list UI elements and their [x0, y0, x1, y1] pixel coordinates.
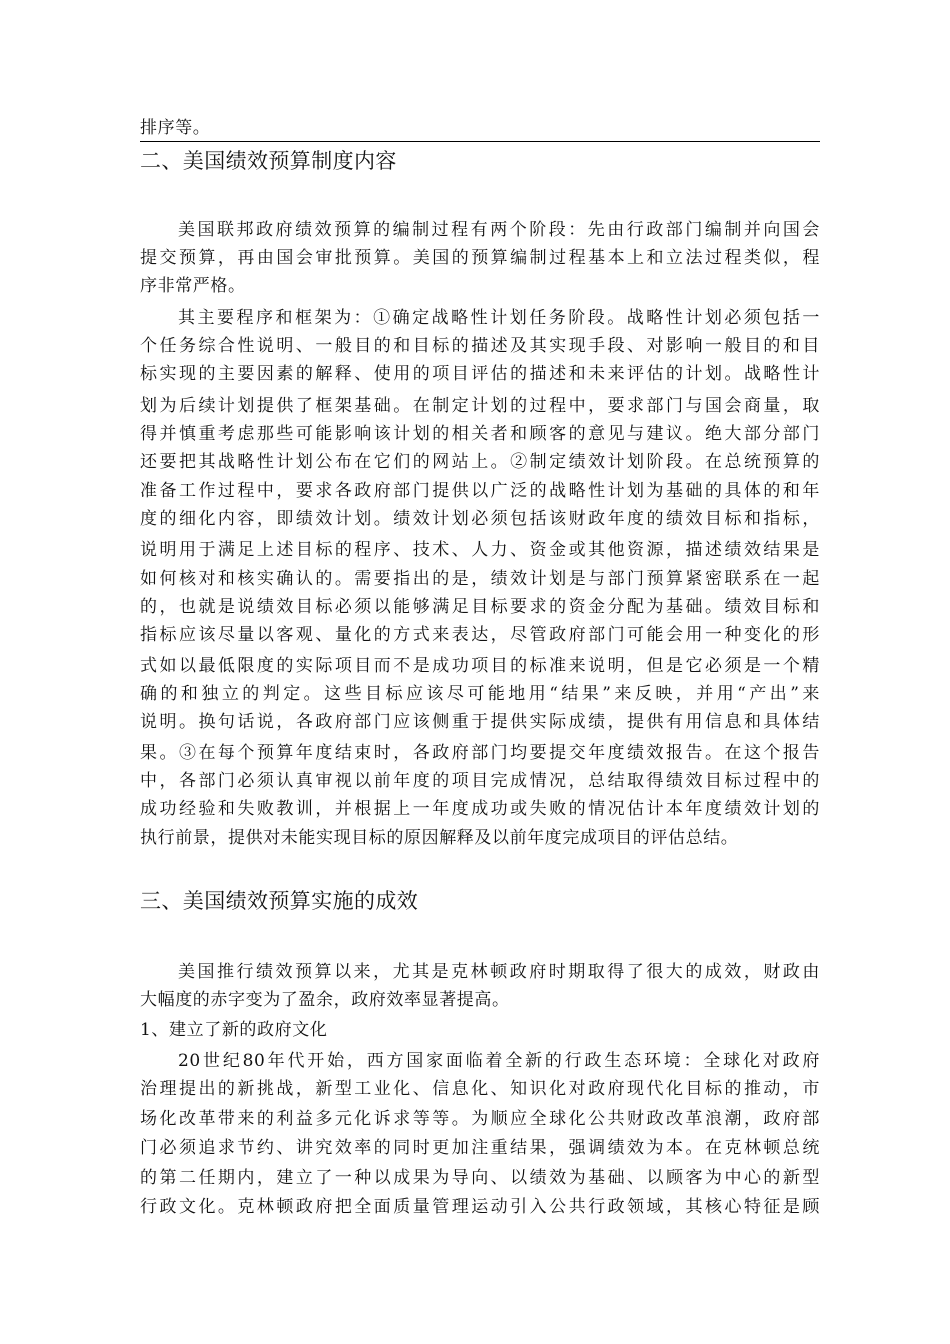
paragraph-line: 的，也就是说绩效目标必须以能够满足目标要求的资金分配为基础。绩效目标和	[140, 597, 820, 617]
paragraph-line: 美国推行绩效预算以来，尤其是克林顿政府时期取得了很大的成效，财政由	[178, 962, 820, 982]
paragraph-line: 划为后续计划提供了框架基础。在制定计划的过程中，要求部门与国会商量，取	[140, 396, 820, 416]
subsection-heading: 1、建立了新的政府文化	[140, 1020, 328, 1040]
paragraph-line: 场化改革带来的利益多元化诉求等等。为顺应全球化公共财政改革浪潮，政府部	[140, 1109, 820, 1129]
paragraph-line: 行政文化。克林顿政府把全面质量管理运动引入公共行政领域，其核心特征是顾	[140, 1197, 820, 1217]
paragraph-line: 治理提出的新挑战，新型工业化、信息化、知识化对政府现代化目标的推动，市	[140, 1079, 820, 1099]
paragraph-line: 大幅度的赤字变为了盈余，政府效率显著提高。	[140, 990, 510, 1010]
paragraph-line: 确的和独立的判定。这些目标应该尽可能地用“结果”来反映，并用“产出”来	[140, 684, 820, 704]
paragraph-line: 中，各部门必须认真审视以前年度的项目完成情况，总结取得绩效目标过程中的	[140, 771, 820, 791]
paragraph-line: 指标应该尽量以客观、量化的方式来表达，尽管政府部门可能会用一种变化的形	[140, 625, 820, 645]
paragraph-line: 执行前景，提供对未能实现目标的原因解释及以前年度完成项目的评估总结。	[140, 828, 739, 848]
top-fragment: 排序等。	[140, 118, 211, 138]
paragraph-line: 说明用于满足上述目标的程序、技术、人力、资金或其他资源，描述绩效结果是	[140, 540, 820, 560]
paragraph-line: 提交预算，再由国会审批预算。美国的预算编制过程基本上和立法过程类似，程	[140, 248, 820, 268]
section-2-heading: 二、美国绩效预算制度内容	[140, 149, 397, 173]
paragraph-line: 门必须追求节约、讲究效率的同时更加注重结果，强调绩效为本。在克林顿总统	[140, 1138, 820, 1158]
paragraph-line: 个任务综合性说明、一般目的和目标的描述及其实现手段、对影响一般目的和目	[140, 336, 820, 356]
paragraph-line: 式如以最低限度的实际项目而不是成功项目的标准来说明，但是它必须是一个精	[140, 656, 820, 676]
paragraph-line: 成功经验和失败教训，并根据上一年度成功或失败的情况估计本年度绩效计划的	[140, 799, 820, 819]
paragraph-line: 如何核对和核实确认的。需要指出的是，绩效计划是与部门预算紧密联系在一起	[140, 569, 820, 589]
paragraph-line: 度的细化内容，即绩效计划。绩效计划必须包括该财政年度的绩效目标和指标，	[140, 509, 820, 529]
paragraph-line: 序非常严格。	[140, 276, 246, 296]
horizontal-rule	[140, 141, 820, 142]
paragraph-line: 的第二任期内，建立了一种以成果为导向、以绩效为基础、以顾客为中心的新型	[140, 1168, 820, 1188]
paragraph-line: 美国联邦政府绩效预算的编制过程有两个阶段：先由行政部门编制并向国会	[178, 220, 820, 240]
paragraph-line: 还要把其战略性计划公布在它们的网站上。②制定绩效计划阶段。在总统预算的	[140, 452, 820, 472]
paragraph-line: 其主要程序和框架为：①确定战略性计划任务阶段。战略性计划必须包括一	[178, 308, 820, 328]
paragraph-line: 得并慎重考虑那些可能影响该计划的相关者和顾客的意见与建议。绝大部分部门	[140, 424, 820, 444]
paragraph-line: 果。③在每个预算年度结束时，各政府部门均要提交年度绩效报告。在这个报告	[140, 743, 820, 763]
paragraph-line: 准备工作过程中，要求各政府部门提供以广泛的战略性计划为基础的具体的和年	[140, 481, 820, 501]
paragraph-line: 标实现的主要因素的解释、使用的项目评估的描述和未来评估的计划。战略性计	[140, 364, 820, 384]
section-3-heading: 三、美国绩效预算实施的成效	[140, 889, 419, 913]
paragraph-line: 说明。换句话说，各政府部门应该侧重于提供实际成绩，提供有用信息和具体结	[140, 712, 820, 732]
paragraph-line: 20世纪80年代开始，西方国家面临着全新的行政生态环境：全球化对政府	[178, 1051, 820, 1071]
